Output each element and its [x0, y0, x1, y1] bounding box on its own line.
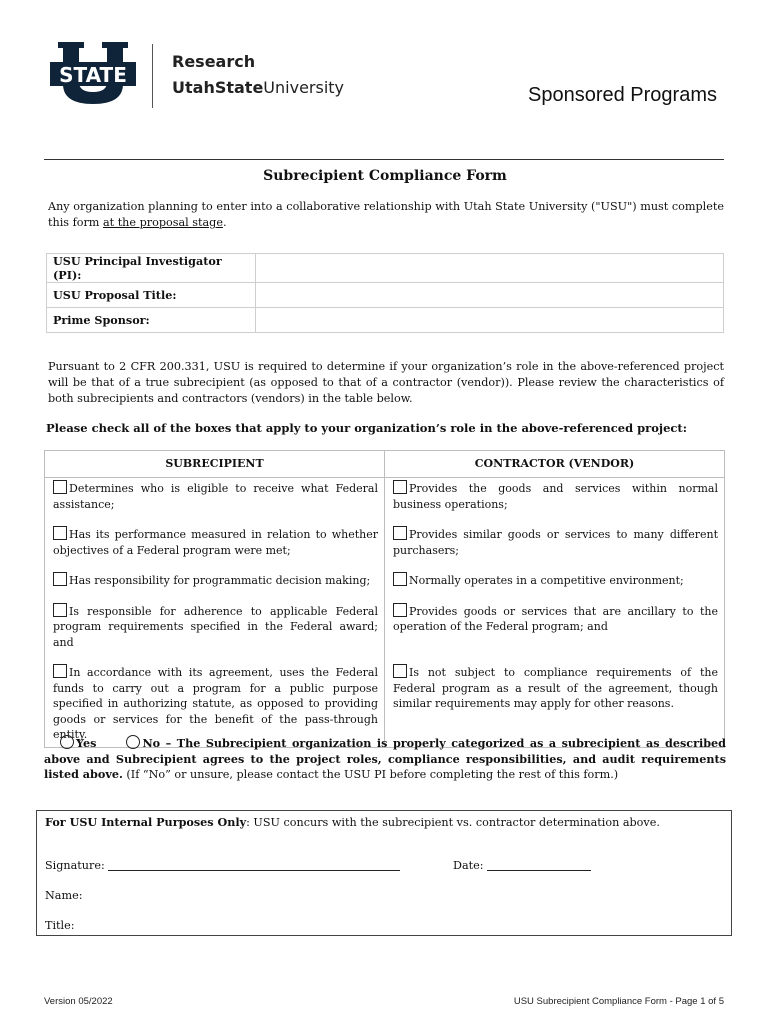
determination-statement: Yes No – The Subrecipient organization is properly categorized as a subrecipient as described above and Subrecipient agrees to the project roles, compliance responsibilities, and audit requirements listed above. (If “No” or unsure, please contact the USU PI before completing the rest of this form.) [44, 736, 726, 781]
subrecipient-checkbox-2[interactable] [53, 526, 67, 540]
date-row: Date: [453, 859, 591, 872]
subrecipient-item-4: Is responsible for adherence to applicable Federal program requirements specified in the Federal award; and [45, 603, 385, 665]
version-text: Version 05/2022 [44, 996, 113, 1007]
no-radio[interactable] [126, 735, 140, 749]
contractor-item-4: Provides goods or services that are ancillary to the operation of the Federal program; and [385, 603, 725, 665]
prime-sponsor-input[interactable] [256, 308, 724, 333]
subrecipient-item-2: Has its performance measured in relation to whether objectives of a Federal program were met; [45, 526, 385, 572]
contractor-checkbox-5[interactable] [393, 664, 407, 678]
contractor-checkbox-2[interactable] [393, 526, 407, 540]
pi-input[interactable] [256, 254, 724, 283]
signature-line[interactable] [108, 870, 400, 871]
intro-paragraph: Any organization planning to enter into a collaborative relationship with Utah State University ("USU") must complete this form at the proposal stage. [48, 200, 724, 229]
internal-heading: For USU Internal Purposes Only: USU concurs with the subrecipient vs. contractor determination above. [45, 815, 660, 829]
subrecipient-item-3: Has responsibility for programmatic decision making; [45, 572, 385, 603]
usu-logo [50, 42, 136, 108]
project-info-table [46, 253, 724, 333]
check-heading: Please check all of the boxes that apply to your organization’s role in the above-referenced project: [46, 421, 687, 435]
contractor-checkbox-4[interactable] [393, 603, 407, 617]
pi-label: USU Principal Investigator (PI): [47, 254, 256, 283]
contractor-header: CONTRACTOR (VENDOR) [385, 451, 725, 478]
contractor-item-2: Provides similar goods or services to many different purchasers; [385, 526, 725, 572]
date-line[interactable] [487, 870, 591, 871]
subrecipient-checkbox-4[interactable] [53, 603, 67, 617]
no-label: No [142, 736, 161, 750]
role-characteristics-table [44, 450, 725, 748]
brand-divider [152, 44, 153, 108]
header-rule [44, 159, 724, 160]
subrecipient-item-5: In accordance with its agreement, uses the Federal funds to carry out a program for a public purpose specified in authorizing statute, as opposed to providing goods or services for the benefit of the pass-through entity. [45, 664, 385, 747]
subrecipient-item-1: Determines who is eligible to receive what Federal assistance; [45, 478, 385, 527]
subrecipient-header: SUBRECIPIENT [45, 451, 385, 478]
prime-sponsor-label: Prime Sponsor: [47, 308, 256, 333]
yes-label: Yes [76, 736, 97, 750]
name-label: Name: [45, 889, 83, 902]
department-title: Sponsored Programs [528, 84, 717, 106]
contractor-item-3: Normally operates in a competitive environment; [385, 572, 725, 603]
brand-university: UtahStateUniversity [172, 78, 345, 97]
svg-text:STATE: STATE [59, 63, 127, 87]
subrecipient-checkbox-1[interactable] [53, 480, 67, 494]
subrecipient-checkbox-3[interactable] [53, 572, 67, 586]
contractor-item-5: Is not subject to compliance requirements of the Federal program as a result of the agreement, though similar requirements may apply for other reasons. [385, 664, 725, 747]
subrecipient-checkbox-5[interactable] [53, 664, 67, 678]
brand-research: Research [172, 52, 256, 71]
internal-use-box [36, 810, 732, 936]
page-number: USU Subrecipient Compliance Form - Page 1 of 5 [513, 996, 724, 1007]
signature-row: Signature: [45, 859, 400, 872]
contractor-checkbox-3[interactable] [393, 572, 407, 586]
pursuant-paragraph: Pursuant to 2 CFR 200.331, USU is required to determine if your organization’s role in the above-referenced project will be that of a true subrecipient (as opposed to that of a contractor (vendor)). Please review the characteristics of both subrecipients and contractors (vendors) in the table below. [48, 360, 724, 405]
contractor-item-1: Provides the goods and services within normal business operations; [385, 478, 725, 527]
title-label: Title: [45, 919, 75, 932]
proposal-title-label: USU Proposal Title: [47, 283, 256, 308]
contractor-checkbox-1[interactable] [393, 480, 407, 494]
form-title: Subrecipient Compliance Form [263, 168, 507, 184]
yes-radio[interactable] [60, 735, 74, 749]
proposal-title-input[interactable] [256, 283, 724, 308]
